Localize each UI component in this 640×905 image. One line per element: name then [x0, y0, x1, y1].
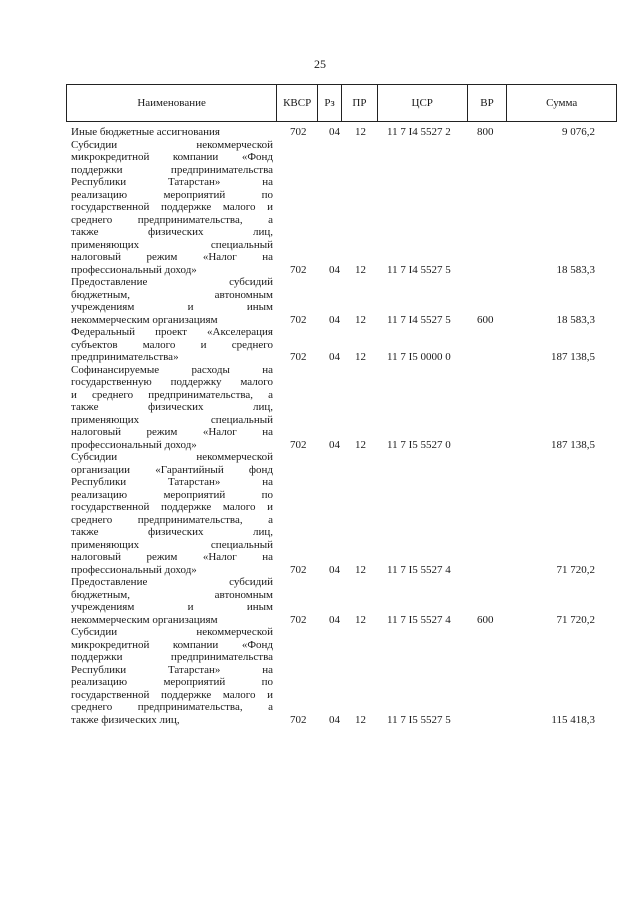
row-name-line: Иные бюджетные ассигнования — [71, 126, 220, 138]
table-row — [71, 451, 595, 576]
row-name-line: бюджетным, автономным — [71, 588, 273, 601]
row-values — [71, 351, 595, 364]
row-name-line: также физических лиц, — [71, 226, 273, 238]
row-values — [71, 564, 595, 577]
row-name-line: налоговый режим «Налог на — [71, 551, 273, 563]
cell-rz: 04 — [329, 351, 340, 363]
row-name-line: государственной поддержке малого и — [71, 201, 273, 213]
table-row — [71, 576, 595, 626]
row-name-line: организации «Гарантийный фонд — [71, 463, 273, 476]
cell-sum: 187 138,5 — [551, 351, 595, 363]
row-name-line: государственную поддержку малого — [71, 376, 273, 388]
cell-vr: 800 — [477, 126, 494, 138]
row-values — [71, 126, 595, 139]
row-name-line: поддержки предпринимательства — [71, 163, 273, 176]
cell-sum: 187 138,5 — [551, 438, 595, 451]
row-name-line: некоммерческим организациям — [71, 613, 218, 626]
row-name-line: среднего предпринимательства, а — [71, 701, 273, 713]
cell-csr: 11 7 I5 5527 0 — [387, 438, 451, 451]
row-name-line: среднего предпринимательства, а — [71, 513, 273, 526]
row-name-line: государственной поддержке малого и — [71, 688, 273, 701]
cell-sum: 18 583,3 — [556, 263, 595, 276]
row-name-line: налоговый режим «Налог на — [71, 426, 273, 438]
table-row — [71, 139, 595, 277]
row-name-line: также физических лиц, — [71, 713, 180, 726]
cell-rz: 04 — [329, 613, 340, 626]
page-number: 25 — [314, 57, 326, 71]
header-kvsr: КВСР — [276, 85, 317, 121]
cell-sum: 71 720,2 — [556, 613, 595, 626]
cell-pr: 12 — [355, 351, 366, 363]
cell-vr: 600 — [477, 613, 494, 626]
table-row — [71, 364, 595, 452]
row-name-line: реализацию мероприятий по — [71, 188, 273, 201]
row-values — [71, 264, 595, 277]
cell-kvsr: 702 — [290, 126, 307, 138]
row-name-line: реализацию мероприятий по — [71, 488, 273, 501]
cell-sum: 71 720,2 — [556, 563, 595, 576]
cell-pr: 12 — [355, 563, 366, 576]
cell-pr: 12 — [355, 263, 366, 276]
row-name-line: налоговый режим «Налог на — [71, 251, 273, 263]
row-name-line: Предоставление субсидий — [71, 576, 273, 588]
cell-kvsr: 702 — [290, 563, 307, 576]
row-name-line: Субсидии некоммерческой — [71, 451, 273, 463]
row-name-line: предпринимательства» — [71, 351, 179, 363]
row-name-line: субъектов малого и среднего — [71, 338, 273, 351]
row-name-line: профессиональный доход» — [71, 563, 197, 576]
row-name-line: Федеральный проект «Акселерация — [71, 326, 273, 338]
header-name: Наименование — [137, 97, 206, 109]
cell-pr: 12 — [355, 713, 366, 726]
row-name-line: Софинансируемые расходы на — [71, 363, 273, 376]
header-pr: ПР — [341, 85, 377, 121]
row-name-line: среднего предпринимательства, а — [71, 213, 273, 226]
cell-rz: 04 — [329, 563, 340, 576]
cell-csr: 11 7 I4 5527 5 — [387, 313, 451, 326]
header-csr: ЦСР — [377, 85, 467, 121]
row-name-line: Республики Татарстан» на — [71, 476, 273, 488]
row-name-line: государственной поддержке малого и — [71, 501, 273, 513]
cell-csr: 11 7 I5 0000 0 — [387, 351, 451, 363]
row-name-line: Республики Татарстан» на — [71, 663, 273, 676]
row-name-line: Предоставление субсидий — [71, 276, 273, 288]
row-name-line: реализацию мероприятий по — [71, 676, 273, 688]
row-name-line: также физических лиц, — [71, 401, 273, 413]
row-name-line: Республики Татарстан» на — [71, 176, 273, 188]
table-row — [71, 276, 595, 326]
table-row — [71, 326, 595, 364]
row-name-line: поддержки предпринимательства — [71, 651, 273, 663]
row-name-line: микрокредитной компании «Фонд — [71, 151, 273, 163]
cell-pr: 12 — [355, 126, 366, 138]
row-name-line: применяющих специальный — [71, 238, 273, 251]
cell-rz: 04 — [329, 263, 340, 276]
header-sum: Сумма — [506, 85, 616, 121]
row-name-line: бюджетным, автономным — [71, 288, 273, 301]
cell-sum: 115 418,3 — [551, 713, 595, 726]
row-name-line: профессиональный доход» — [71, 263, 197, 276]
cell-kvsr: 702 — [290, 351, 307, 363]
table-row — [71, 626, 595, 726]
cell-vr: 600 — [477, 313, 494, 326]
row-name-line: микрокредитной компании «Фонд — [71, 638, 273, 651]
row-name-line: учреждениям и иным — [71, 601, 273, 613]
row-name-line: и среднего предпринимательства, а — [71, 388, 273, 401]
cell-csr: 11 7 I5 5527 4 — [387, 563, 451, 576]
cell-rz: 04 — [329, 713, 340, 726]
row-name-line: применяющих специальный — [71, 538, 273, 551]
header-rz: Рз — [317, 85, 341, 121]
row-name-line: некоммерческим организациям — [71, 313, 218, 326]
table-header — [66, 84, 617, 122]
table-body — [71, 126, 595, 726]
cell-kvsr: 702 — [290, 438, 307, 451]
cell-csr: 11 7 I5 5527 4 — [387, 613, 451, 626]
cell-pr: 12 — [355, 613, 366, 626]
row-name-line: учреждениям и иным — [71, 301, 273, 313]
row-values — [71, 439, 595, 452]
row-name-line: Субсидии некоммерческой — [71, 138, 273, 151]
row-name-line: применяющих специальный — [71, 413, 273, 426]
row-values — [71, 314, 595, 327]
cell-rz: 04 — [329, 126, 340, 138]
cell-csr: 11 7 I4 5527 2 — [387, 126, 451, 138]
row-values — [71, 614, 595, 627]
row-values — [71, 714, 595, 727]
cell-csr: 11 7 I5 5527 5 — [387, 713, 451, 726]
cell-kvsr: 702 — [290, 263, 307, 276]
cell-kvsr: 702 — [290, 613, 307, 626]
cell-pr: 12 — [355, 313, 366, 326]
cell-kvsr: 702 — [290, 713, 307, 726]
cell-sum: 18 583,3 — [556, 313, 595, 326]
cell-rz: 04 — [329, 438, 340, 451]
table-row — [71, 126, 595, 139]
row-name-line: профессиональный доход» — [71, 438, 197, 451]
cell-sum: 9 076,2 — [562, 126, 595, 138]
cell-kvsr: 702 — [290, 313, 307, 326]
header-vr: ВР — [467, 85, 507, 121]
row-name-line: также физических лиц, — [71, 526, 273, 538]
row-name-line: Субсидии некоммерческой — [71, 626, 273, 638]
cell-pr: 12 — [355, 438, 366, 451]
cell-csr: 11 7 I4 5527 5 — [387, 263, 451, 276]
cell-rz: 04 — [329, 313, 340, 326]
